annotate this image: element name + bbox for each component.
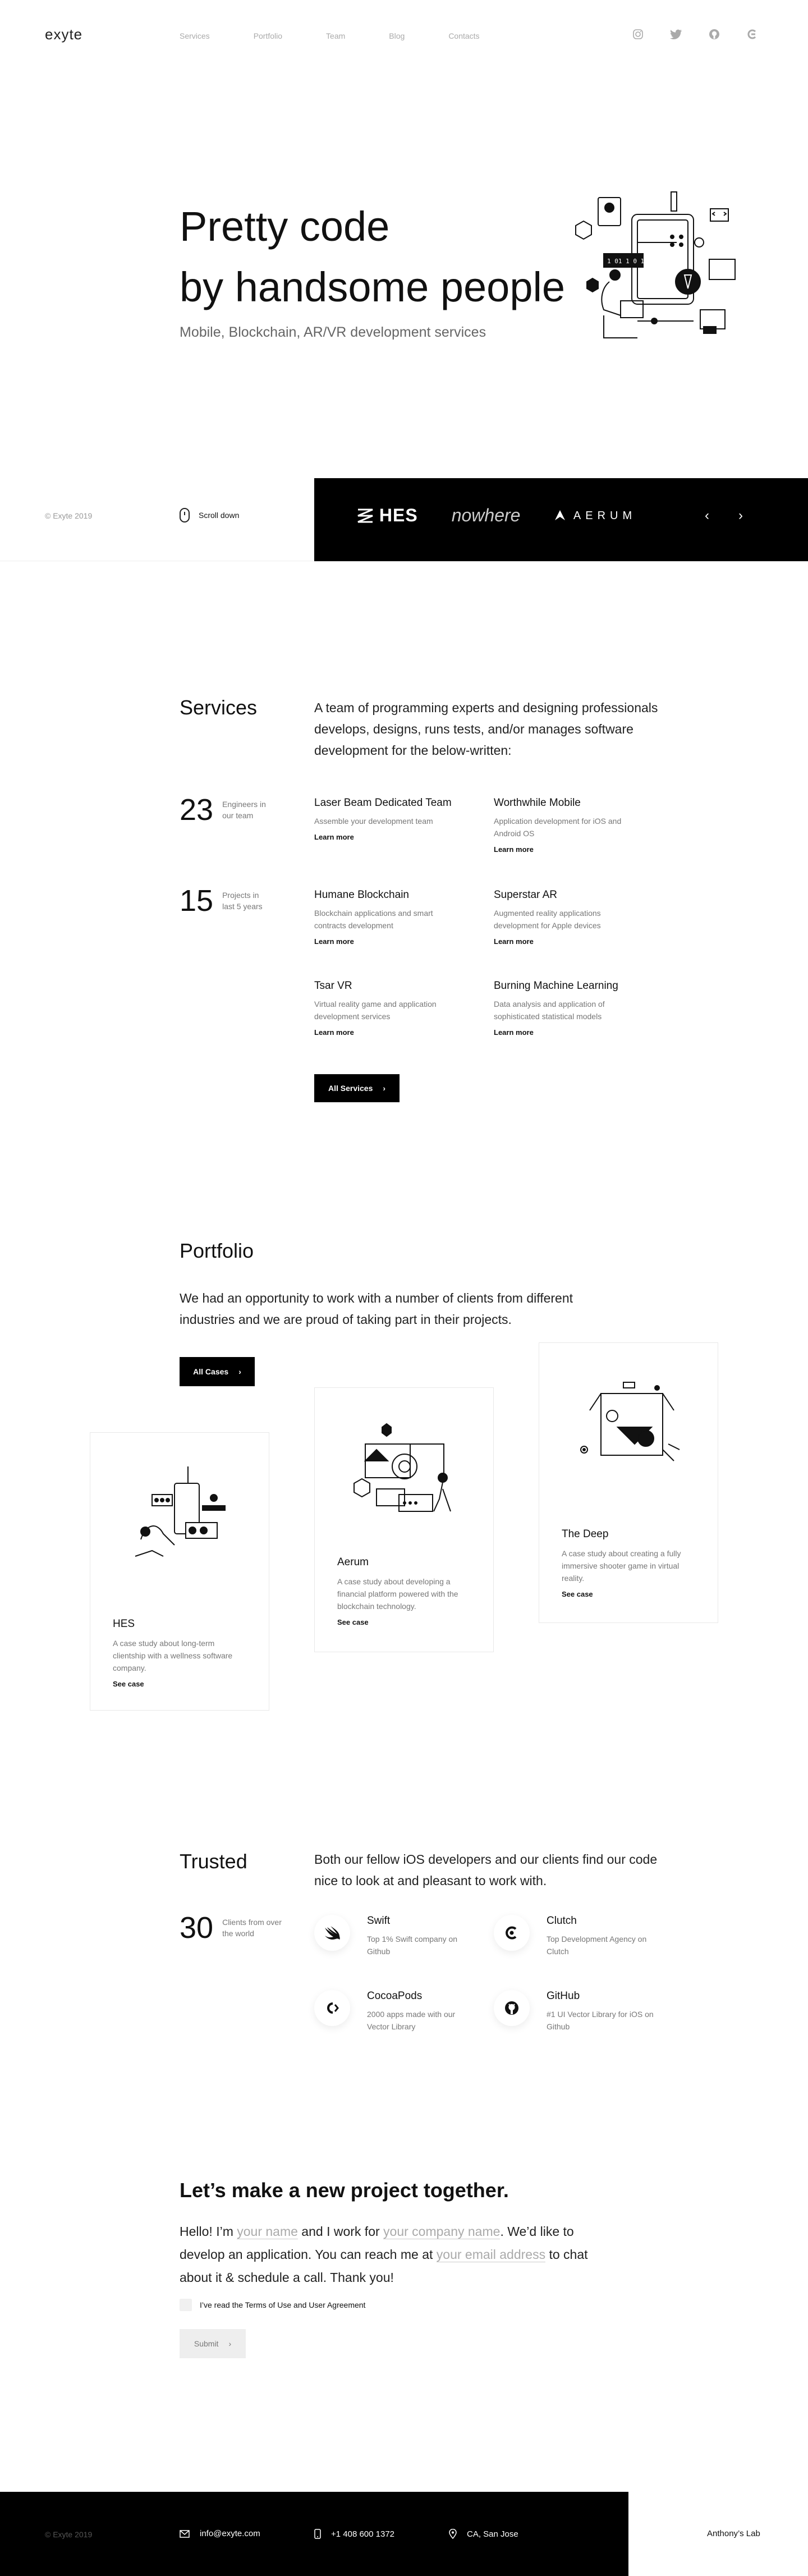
email-field[interactable]: your email address xyxy=(436,2247,546,2262)
github-icon xyxy=(494,1990,530,2026)
case-desc: A case study about developing a financial platform powered with the blockchain technology. xyxy=(337,1577,458,1611)
all-cases-button[interactable] xyxy=(180,1357,255,1386)
learn-more-link[interactable]: Learn more xyxy=(314,1028,354,1037)
service-item xyxy=(314,889,460,946)
exyte-icon[interactable] xyxy=(746,28,759,40)
service-desc: Data analysis and application of sophisticated statistical models xyxy=(494,1000,605,1021)
trusted-text xyxy=(547,1915,659,1958)
contact-text-1: Hello! I’m xyxy=(180,2224,237,2239)
github-icon[interactable] xyxy=(708,28,720,40)
aerum-mark-icon xyxy=(554,509,566,521)
trusted-item-desc: Top Development Agency on Clutch xyxy=(547,1935,647,1956)
case-card-body xyxy=(337,1556,472,1626)
stat-clients xyxy=(180,1910,284,1945)
scroll-down-label: Scroll down xyxy=(199,511,240,520)
footer-lab-link[interactable]: Anthony’s Lab xyxy=(707,2529,760,2538)
hes-mark-icon xyxy=(357,508,374,523)
service-desc: Application development for iOS and Android OS xyxy=(494,817,622,838)
all-cases-label: All Cases xyxy=(193,1367,229,1376)
submit-label: Submit xyxy=(194,2339,219,2348)
trusted-text xyxy=(367,1915,479,1958)
contact-title: Let’s make a new project together. xyxy=(180,2179,509,2202)
service-title: Tsar VR xyxy=(314,980,352,992)
carousel-arrows xyxy=(705,508,743,524)
chevron-right-icon: › xyxy=(383,1084,386,1093)
hero-title-line2: by handsome people xyxy=(180,264,566,310)
services-lead: A team of programming experts and designing professionals develops, designs, runs tests, and/or manages software development for the below-written: xyxy=(314,700,658,758)
case-card-body xyxy=(113,1618,247,1688)
service-item xyxy=(494,889,640,946)
agreement-label: I’ve read the Terms of Use and User Agreement xyxy=(200,2300,366,2309)
case-card-aerum[interactable] xyxy=(314,1387,494,1652)
trusted-item-title: Clutch xyxy=(547,1915,577,1927)
service-title: Laser Beam Dedicated Team xyxy=(314,797,452,809)
clients-logos xyxy=(357,505,636,526)
service-title: Burning Machine Learning xyxy=(494,980,618,992)
learn-more-link[interactable]: Learn more xyxy=(314,833,354,841)
portfolio-lead: We had an opportunity to work with a number of clients from different industries and we are proud of taking part in their projects. xyxy=(180,1291,573,1327)
footer-location-text: CA, San Jose xyxy=(467,2529,518,2539)
stat-label: Clients from over the world xyxy=(222,1918,282,1938)
chevron-right-icon: › xyxy=(228,2339,232,2348)
learn-more-link[interactable]: Learn more xyxy=(494,845,534,854)
service-desc: Augmented reality applications development for Apple devices xyxy=(494,909,601,930)
service-item xyxy=(314,980,460,1037)
case-title: The Deep xyxy=(562,1528,609,1540)
stat-number: 30 xyxy=(180,1911,214,1945)
learn-more-link[interactable]: Learn more xyxy=(494,1028,534,1037)
contact-form-text xyxy=(180,2220,606,2289)
aerum-illustration xyxy=(343,1416,466,1523)
mail-icon xyxy=(180,2530,190,2538)
learn-more-link[interactable]: Learn more xyxy=(314,937,354,946)
social-links xyxy=(632,28,759,40)
trusted-item-title: CocoaPods xyxy=(367,1990,423,2002)
main-nav xyxy=(180,31,480,40)
stat-number: 15 xyxy=(180,884,214,918)
nav-services[interactable]: Services xyxy=(180,31,210,40)
contact-text-4: to chat about it & schedule a call. Thank you! xyxy=(180,2247,588,2285)
see-case-link[interactable]: See case xyxy=(562,1590,593,1598)
stat-label: Projects in last 5 years xyxy=(222,891,263,911)
case-card-body xyxy=(562,1528,696,1598)
trusted-item-desc: 2000 apps made with our Vector Library xyxy=(367,2010,456,2031)
trusted-item-title: GitHub xyxy=(547,1990,580,2002)
chevron-right-icon[interactable]: › xyxy=(738,508,743,523)
nav-blog[interactable]: Blog xyxy=(389,31,405,40)
submit-button[interactable] xyxy=(180,2329,246,2358)
hes-illustration xyxy=(118,1461,242,1567)
phone-icon xyxy=(314,2529,321,2539)
hero-title xyxy=(180,196,565,318)
footer-location xyxy=(449,2529,518,2539)
clutch-icon xyxy=(494,1915,530,1951)
trusted-item-desc: Top 1% Swift company on Github xyxy=(367,1935,458,1956)
service-item xyxy=(494,797,640,854)
service-title: Humane Blockchain xyxy=(314,889,409,901)
footer-email-text: info@exyte.com xyxy=(200,2529,260,2538)
case-card-hes[interactable] xyxy=(90,1432,269,1711)
nowhere-logo: nowhere xyxy=(451,505,521,525)
svg-text:1 01 1 0 1: 1 01 1 0 1 xyxy=(607,258,645,265)
trusted-item-clutch xyxy=(494,1915,659,1958)
trusted-text xyxy=(547,1990,659,2033)
contact-text-3: . We’d like to develop an application. You can reach me at xyxy=(180,2224,574,2262)
see-case-link[interactable]: See case xyxy=(337,1618,369,1626)
service-desc: Blockchain applications and smart contracts development xyxy=(314,909,433,930)
cocoapods-icon xyxy=(314,1990,350,2026)
nav-team[interactable]: Team xyxy=(326,31,346,40)
footer-phone-text: +1 408 600 1372 xyxy=(331,2529,395,2539)
service-item xyxy=(494,980,640,1037)
nav-contacts[interactable]: Contacts xyxy=(448,31,480,40)
case-desc: A case study about creating a fully immersive shooter game in virtual reality. xyxy=(562,1549,681,1583)
footer-email[interactable] xyxy=(180,2529,260,2538)
footer-copyright: © Exyte 2019 xyxy=(45,2530,93,2539)
hes-logo-text: HES xyxy=(379,505,418,525)
trusted-title: Trusted xyxy=(180,1850,247,1873)
trusted-text xyxy=(367,1990,479,2033)
trusted-lead: Both our fellow iOS developers and our clients find our code nice to look at and pleasant to work with. xyxy=(314,1852,658,1888)
name-field[interactable]: your name xyxy=(237,2224,298,2239)
hero-title-line1: Pretty code xyxy=(180,203,390,250)
the-deep-illustration xyxy=(567,1371,691,1478)
logo[interactable]: exyte xyxy=(45,26,83,43)
service-title: Superstar AR xyxy=(494,889,557,901)
aerum-logo-text: AERUM xyxy=(573,509,637,522)
trusted-item-swift xyxy=(314,1915,479,1958)
service-desc: Assemble your development team xyxy=(314,817,433,826)
hero-subtitle: Mobile, Blockchain, AR/VR development services xyxy=(180,324,486,340)
nav-portfolio[interactable]: Portfolio xyxy=(253,31,283,40)
service-desc: Virtual reality game and application development services xyxy=(314,1000,437,1021)
services-title: Services xyxy=(180,696,258,719)
stat-projects xyxy=(180,883,273,918)
all-services-button[interactable] xyxy=(314,1074,400,1102)
location-pin-icon xyxy=(449,2529,457,2539)
case-card-the-deep[interactable] xyxy=(539,1342,718,1623)
mouse-icon xyxy=(180,508,190,522)
aerum-logo xyxy=(554,509,636,522)
hero-illustration xyxy=(570,181,738,355)
contact-text-2: and I work for xyxy=(297,2224,384,2239)
case-desc: A case study about long-term clientship with a wellness software company. xyxy=(113,1639,233,1672)
all-services-label: All Services xyxy=(328,1084,373,1093)
instagram-icon[interactable] xyxy=(632,28,644,40)
learn-more-link[interactable]: Learn more xyxy=(494,937,534,946)
footer-phone[interactable] xyxy=(314,2529,394,2539)
agreement-row xyxy=(180,2299,365,2311)
service-title: Worthwhile Mobile xyxy=(494,797,581,809)
hero-copyright: © Exyte 2019 xyxy=(45,511,93,520)
hes-logo xyxy=(357,505,418,526)
agreement-checkbox[interactable] xyxy=(180,2299,192,2311)
service-item xyxy=(314,797,460,841)
stat-label: Engineers in our team xyxy=(222,800,266,820)
trusted-item-title: Swift xyxy=(367,1915,391,1927)
swift-icon xyxy=(314,1915,350,1951)
trusted-item-desc: #1 UI Vector Library for iOS on Github xyxy=(547,2010,654,2031)
scroll-down[interactable] xyxy=(180,508,239,522)
case-title: HES xyxy=(113,1618,135,1630)
chevron-left-icon[interactable]: ‹ xyxy=(705,508,709,523)
chevron-right-icon: › xyxy=(238,1367,241,1376)
see-case-link[interactable]: See case xyxy=(113,1680,144,1688)
portfolio-title: Portfolio xyxy=(180,1239,254,1262)
company-field[interactable]: your company name xyxy=(383,2224,501,2239)
stat-engineers xyxy=(180,792,273,827)
case-title: Aerum xyxy=(337,1556,369,1568)
stat-number: 23 xyxy=(180,793,214,827)
trusted-item-github xyxy=(494,1990,659,2033)
twitter-icon[interactable] xyxy=(670,28,682,40)
trusted-item-cocoapods xyxy=(314,1990,479,2033)
